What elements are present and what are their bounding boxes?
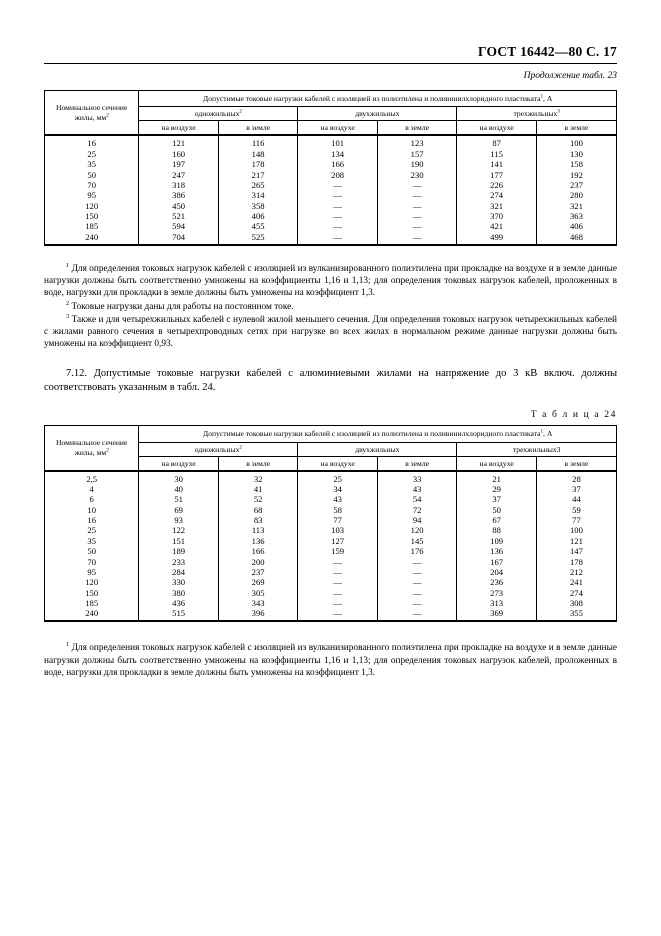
cell: 25 (298, 471, 378, 484)
cell: — (298, 201, 378, 211)
cell: 237 (218, 567, 298, 577)
cell: 116 (218, 136, 298, 149)
note-marker: 2 (66, 299, 70, 307)
cell: 150 (45, 211, 139, 221)
cell: 54 (377, 494, 457, 504)
cell: — (298, 232, 378, 245)
cell: 396 (218, 608, 298, 621)
cell: 314 (218, 190, 298, 200)
cell: 313 (457, 598, 537, 608)
cell: — (298, 190, 378, 200)
cell: 141 (457, 159, 537, 169)
cell: 208 (298, 169, 378, 179)
note-text: Для определения токовых нагрузок кабелей с изоляцией из вулканизированного полиэтилена при прокладке на воздухе и в земле данные нагрузки должны быть соответственно умножены на коэффициенты 1,16 и 1,13; для определения токовых нагрузок кабелей, проложенных в воде, нагрузки для прокладки в земле должны быть умножены на коэффициент 1,3. (44, 643, 617, 678)
cell: 468 (536, 232, 616, 245)
table-row (45, 180, 617, 190)
cell: 10 (45, 504, 139, 514)
cell: 69 (139, 504, 219, 514)
t24-subheader-4: в земле (377, 456, 457, 470)
cell: — (298, 556, 378, 566)
cell: 521 (139, 211, 219, 221)
table-row (45, 91, 617, 107)
cell: 70 (45, 180, 139, 190)
t23-subheader-3: на воздухе (298, 121, 378, 135)
cell: 50 (457, 504, 537, 514)
t24-group-3 (457, 442, 617, 456)
t24-subheader-1: на воздухе (139, 456, 219, 470)
cell: 100 (536, 525, 616, 535)
cell: 136 (457, 546, 537, 556)
header-divider (44, 63, 617, 64)
cell: 120 (45, 577, 139, 587)
t23-group-1 (139, 107, 298, 121)
cell: 41 (218, 484, 298, 494)
cell: 330 (139, 577, 219, 587)
cell: 88 (457, 525, 537, 535)
t24-group-2-label: двухжильных (355, 444, 400, 454)
cell: 369 (457, 608, 537, 621)
cell: 50 (45, 546, 139, 556)
t24-group-1-label: одножильных (194, 444, 240, 454)
cell: 455 (218, 221, 298, 231)
cell: 247 (139, 169, 219, 179)
cell: 178 (536, 556, 616, 566)
cell: 113 (218, 525, 298, 535)
cell: 406 (218, 211, 298, 221)
cell: 160 (139, 149, 219, 159)
cell: 21 (457, 471, 537, 484)
cell: 436 (139, 598, 219, 608)
cell: 68 (218, 504, 298, 514)
cell: 273 (457, 587, 537, 597)
cell: 52 (218, 494, 298, 504)
cell: 406 (536, 221, 616, 231)
cell: 236 (457, 577, 537, 587)
table-row (45, 598, 617, 608)
t23-bottom-divider (45, 244, 617, 245)
cell: 33 (377, 471, 457, 484)
table-continuation-label: Продолжение табл. 23 (523, 71, 617, 81)
cell: 25 (45, 525, 139, 535)
cell: 2,5 (45, 471, 139, 484)
note-text: Для определения токовых нагрузок кабелей с изоляцией из вулканизированного полиэтилена при прокладке на воздухе и в земле данные нагрузки должны быть соответственно умножены на коэффициенты 1,16 и 1,13; для определения токовых нагрузок кабелей, проложенных в воде, нагрузки для прокладки в земле должны быть умножены на коэффициент 1,3. (44, 263, 617, 299)
cell: 308 (536, 598, 616, 608)
page-header (44, 0, 617, 60)
t24-subheader-5: на воздухе (457, 456, 537, 470)
cell: 87 (457, 136, 537, 149)
cell: — (377, 567, 457, 577)
header-gost-number: ГОСТ 16442—80 С. 17 (478, 44, 617, 59)
cell: — (298, 577, 378, 587)
note-item (44, 642, 617, 679)
cell: 136 (218, 536, 298, 546)
t23-top-header-tail: , А (543, 94, 553, 103)
t24-group-1-sup: 2 (239, 444, 242, 451)
cell: 217 (218, 169, 298, 179)
cell: 93 (139, 515, 219, 525)
cell: 380 (139, 587, 219, 597)
table-24-caption: Т а б л и ц а 24 (530, 409, 617, 421)
cell: 167 (457, 556, 537, 566)
table-row (45, 169, 617, 179)
note-marker: 3 (66, 312, 70, 320)
cell: 159 (298, 546, 378, 556)
cell: 150 (45, 587, 139, 597)
t24-subheader-2: в земле (218, 456, 298, 470)
cell: 189 (139, 546, 219, 556)
cell: — (377, 577, 457, 587)
cell: 94 (377, 515, 457, 525)
cell: 230 (377, 169, 457, 179)
t24-bottom-divider (45, 621, 617, 622)
cell: 77 (536, 515, 616, 525)
table-row (45, 211, 617, 221)
cell: 269 (218, 577, 298, 587)
cell: 185 (45, 221, 139, 231)
cell: 280 (536, 190, 616, 200)
cell: 151 (139, 536, 219, 546)
cell: 40 (139, 484, 219, 494)
table-row (45, 149, 617, 159)
cell: 704 (139, 232, 219, 245)
cell: 72 (377, 504, 457, 514)
cell: — (377, 556, 457, 566)
t24-stub-header-sup: 2 (106, 447, 109, 454)
cell: 284 (139, 567, 219, 577)
t23-subheader-1: на воздухе (139, 121, 219, 135)
table-row (45, 525, 617, 535)
cell: — (298, 180, 378, 190)
cell: — (377, 232, 457, 245)
table-row (45, 136, 617, 149)
t24-stub-header-text: Номинальное сечение жилы, мм (56, 437, 128, 457)
t23-stub-header-sup: 2 (106, 112, 109, 119)
note-item (44, 263, 617, 300)
cell: 115 (457, 149, 537, 159)
t23-group-1-label: одножильных (194, 109, 240, 119)
cell: 274 (457, 190, 537, 200)
cell: 70 (45, 556, 139, 566)
table-row (45, 556, 617, 566)
cell: 421 (457, 221, 537, 231)
note-text: Токовые нагрузки даны для работы на постоянном токе. (71, 301, 294, 312)
cell: 37 (457, 494, 537, 504)
t24-subheader-6: в земле (536, 456, 616, 470)
cell: — (377, 211, 457, 221)
cell: 122 (139, 525, 219, 535)
cell: — (298, 211, 378, 221)
cell: 30 (139, 471, 219, 484)
cell: 77 (298, 515, 378, 525)
cell: 386 (139, 190, 219, 200)
t24-group-3-label: трехжильных3 (512, 444, 561, 454)
table-row (45, 190, 617, 200)
cell: 121 (536, 536, 616, 546)
cell: 103 (298, 525, 378, 535)
cell: 95 (45, 190, 139, 200)
cell: 212 (536, 567, 616, 577)
t24-top-header-sup: 1 (540, 428, 544, 435)
cell: 450 (139, 201, 219, 211)
table-23 (44, 90, 617, 246)
cell: 130 (536, 149, 616, 159)
cell: — (377, 201, 457, 211)
t23-stub-header (45, 91, 139, 135)
t24-group-2 (298, 442, 457, 456)
cell: 185 (45, 598, 139, 608)
cell: 134 (298, 149, 378, 159)
cell: 121 (139, 136, 219, 149)
t24-stub-header (45, 426, 139, 470)
cell: 59 (536, 504, 616, 514)
cell: — (377, 190, 457, 200)
table-row (45, 577, 617, 587)
note-item (44, 314, 617, 351)
cell: 32 (218, 471, 298, 484)
t24-top-header-text: Допустимые токовые нагрузки кабелей с изоляцией из полиэтилена и поливинилхлоридного пластиката (203, 429, 541, 439)
table-row (45, 546, 617, 556)
cell: 43 (377, 484, 457, 494)
cell: 148 (218, 149, 298, 159)
t23-group-2 (298, 107, 457, 121)
cell: 166 (218, 546, 298, 556)
table-24 (44, 425, 617, 622)
cell: 35 (45, 159, 139, 169)
cell: 100 (536, 136, 616, 149)
cell: 594 (139, 221, 219, 231)
table-row (45, 221, 617, 231)
cell: 176 (377, 546, 457, 556)
table-row (45, 426, 617, 442)
cell: 178 (218, 159, 298, 169)
cell: 123 (377, 136, 457, 149)
table-row (45, 201, 617, 211)
cell: 166 (298, 159, 378, 169)
cell: 101 (298, 136, 378, 149)
cell: 58 (298, 504, 378, 514)
t23-subheader-4: в земле (377, 121, 457, 135)
cell: 233 (139, 556, 219, 566)
cell: 145 (377, 536, 457, 546)
cell: 50 (45, 169, 139, 179)
cell: 6 (45, 494, 139, 504)
cell: 28 (536, 471, 616, 484)
table-row (45, 504, 617, 514)
cell: 200 (218, 556, 298, 566)
cell: 177 (457, 169, 537, 179)
cell: 355 (536, 608, 616, 621)
cell: 29 (457, 484, 537, 494)
clause-text: Допустимые токовые нагрузки кабелей с алюминиевыми жилами на напряжение до 3 кВ включ. должны соответствовать указанным в табл. 24. (44, 367, 617, 393)
cell: — (298, 608, 378, 621)
cell: — (377, 608, 457, 621)
clause-7-12 (44, 367, 617, 395)
cell: 67 (457, 515, 537, 525)
cell: 16 (45, 136, 139, 149)
cell: 321 (536, 201, 616, 211)
t23-stub-header-text: Номинальное сечение жилы, мм (56, 102, 128, 122)
cell: 147 (536, 546, 616, 556)
t23-group-3-label: трехжильных (513, 109, 558, 119)
cell: 343 (218, 598, 298, 608)
t23-group-3 (457, 107, 617, 121)
cell: 515 (139, 608, 219, 621)
cell: 358 (218, 201, 298, 211)
cell: 525 (218, 232, 298, 245)
cell: 120 (377, 525, 457, 535)
table-row (45, 515, 617, 525)
cell: 321 (457, 201, 537, 211)
cell: 197 (139, 159, 219, 169)
t23-top-header (139, 91, 617, 107)
table-row (45, 484, 617, 494)
cell: 240 (45, 608, 139, 621)
cell: 51 (139, 494, 219, 504)
clause-number: 7.12. (66, 367, 87, 379)
cell: 190 (377, 159, 457, 169)
cell: 109 (457, 536, 537, 546)
t24-subheader-3: на воздухе (298, 456, 378, 470)
cell: — (298, 598, 378, 608)
cell: — (377, 598, 457, 608)
cell: 43 (298, 494, 378, 504)
note-marker: 1 (66, 641, 70, 649)
t24-group-1 (139, 442, 298, 456)
cell: 274 (536, 587, 616, 597)
note-text: Также и для четырехжильных кабелей с нулевой жилой меньшего сечения. Для определения токовых нагрузок четырехжильных кабелей с жилами равного сечения в четырехпроводных сетях при нагрузке во всех жилах в нормальном режиме данные нагрузки должны быть умножены на коэффициент 0,93. (44, 314, 617, 350)
cell: 318 (139, 180, 219, 190)
table-row (45, 494, 617, 504)
t23-group-2-label: двухжильных (355, 109, 400, 119)
table-row (45, 608, 617, 621)
t23-group-3-sup: 3 (557, 108, 560, 115)
cell: — (298, 221, 378, 231)
table-row (45, 536, 617, 546)
cell: 44 (536, 494, 616, 504)
cell: 157 (377, 149, 457, 159)
cell: 4 (45, 484, 139, 494)
table-row (45, 471, 617, 484)
note-marker: 1 (66, 261, 70, 269)
t23-group-1-sup: 2 (239, 108, 242, 115)
note-item (44, 301, 617, 313)
cell: 370 (457, 211, 537, 221)
cell: 241 (536, 577, 616, 587)
cell: 34 (298, 484, 378, 494)
cell: — (298, 587, 378, 597)
cell: 226 (457, 180, 537, 190)
t23-subheader-6: в земле (536, 121, 616, 135)
cell: 127 (298, 536, 378, 546)
table-row (45, 232, 617, 245)
cell: 25 (45, 149, 139, 159)
t23-subheader-2: в земле (218, 121, 298, 135)
t23-subheader-5: на воздухе (457, 121, 537, 135)
cell: — (377, 587, 457, 597)
cell: 499 (457, 232, 537, 245)
cell: 204 (457, 567, 537, 577)
clause-paragraph (44, 367, 617, 395)
table-row (45, 587, 617, 597)
cell: — (377, 180, 457, 190)
cell: 363 (536, 211, 616, 221)
t24-top-header-tail: , А (543, 429, 553, 439)
cell: 158 (536, 159, 616, 169)
cell: 83 (218, 515, 298, 525)
cell: 120 (45, 201, 139, 211)
cell: 16 (45, 515, 139, 525)
table-23-notes (44, 263, 617, 351)
cell: 37 (536, 484, 616, 494)
table-24-notes (44, 642, 617, 679)
cell: 95 (45, 567, 139, 577)
cell: 305 (218, 587, 298, 597)
cell: — (377, 221, 457, 231)
cell: 265 (218, 180, 298, 190)
t23-top-header-sup: 1 (540, 93, 544, 100)
table-row (45, 567, 617, 577)
cell: 192 (536, 169, 616, 179)
t24-top-header (139, 426, 617, 442)
t23-top-header-text: Допустимые токовые нагрузки кабелей с изоляцией из полиэтилена и поливинилхлоридного пластиката (203, 94, 541, 103)
table-row (45, 159, 617, 169)
cell: 35 (45, 536, 139, 546)
cell: — (298, 567, 378, 577)
cell: 237 (536, 180, 616, 190)
cell: 240 (45, 232, 139, 245)
